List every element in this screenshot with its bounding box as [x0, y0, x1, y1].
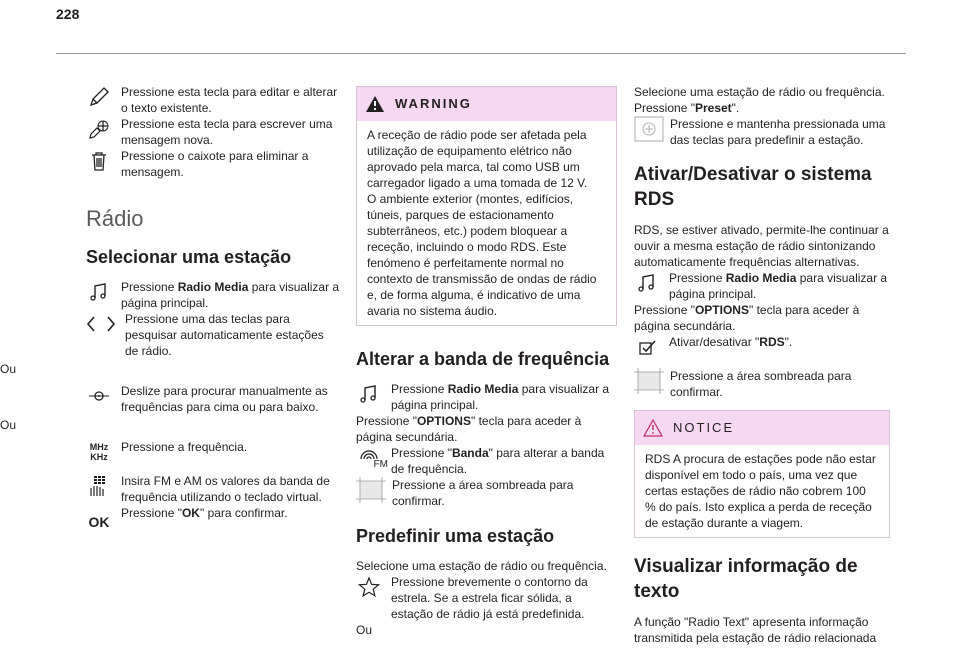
- delete-item: [86, 148, 340, 180]
- edit-text-desc: Pressione esta tecla para editar e alterar o texto existente.: [121, 85, 338, 115]
- seek-item: [86, 311, 340, 359]
- preset-or: Ou: [356, 623, 373, 637]
- ok-icon: OK: [88, 514, 110, 530]
- warning-p1: A receção de rádio pode ser afetada pela utilização de equipamento elétrico não aprovado pela marca, tal como USB um carregador ligado a uma tomada de 12 V.: [367, 128, 588, 190]
- band-select-desc: Pressione "Banda" para alterar a banda de frequência.: [391, 446, 605, 476]
- ok-desc: Pressione "OK" para confirmar.: [121, 506, 288, 520]
- rds-r3: Pressione "OPTIONS" tecla para aceder à página secundária.: [634, 303, 860, 333]
- notice-body: RDS A procura de estações pode não estar disponível em todo o país, uma vez que certas estações de rádio não cobrem 100 % do país. Isto explica a perda de receção de estação durante a viagem.: [645, 452, 876, 530]
- heading-select-station: Selecionar uma estação: [86, 247, 292, 267]
- edit-text-item: [86, 84, 340, 116]
- music-note-icon: [356, 381, 382, 407]
- warning-title-bar: [357, 87, 616, 121]
- keypad-item: [86, 473, 340, 505]
- music-note-icon: [634, 270, 660, 296]
- shaded-area-icon: [356, 477, 386, 503]
- chevrons-left-right-icon: [86, 311, 116, 337]
- music-note-icon: [86, 279, 112, 305]
- new-text-item: [86, 116, 340, 148]
- column-3: [634, 84, 890, 646]
- rds-toggle-item: [634, 334, 890, 360]
- preset-p2: Pressione brevemente o contorno da estrela. Se a estrela ficar sólida, a estação de rádio já está predefinida.: [391, 575, 588, 621]
- rds-r5: Pressione a área sombreada para confirmar.: [670, 369, 852, 399]
- page-number: 228: [56, 6, 80, 22]
- slide-desc: Deslize para procurar manualmente as frequências para cima ou para baixo.: [121, 384, 328, 414]
- delete-desc: Pressione o caixote para eliminar a mensagem.: [121, 149, 309, 179]
- band-confirm-desc: Pressione a área sombreada para confirmar.: [392, 478, 574, 508]
- band-select-item: [356, 445, 617, 477]
- heading-radio: Rádio: [86, 206, 144, 231]
- pencil-plus-icon: [86, 116, 112, 142]
- rds-confirm-item: [634, 368, 890, 400]
- notice-title-bar: [635, 411, 889, 445]
- rds-r2: Pressione Radio Media para visualizar a página principal.: [669, 271, 888, 301]
- frequency-item: [86, 439, 340, 465]
- slider-dial-icon: [86, 383, 112, 409]
- notice-triangle-icon: [643, 418, 663, 438]
- heading-text-info: Visualizar informação de texto: [634, 556, 858, 602]
- warning-triangle-icon: [365, 94, 385, 114]
- keypad-desc: Insira FM e AM os valores da banda de frequência utilizando o teclado virtual.: [121, 474, 330, 504]
- preset-c3: Pressione e mantenha pressionada uma das teclas para predefinir a estação.: [670, 117, 886, 147]
- slide-item: [86, 383, 340, 415]
- notice-box: [634, 410, 890, 538]
- preset-plus-icon: [634, 116, 664, 142]
- seek-desc: Pressione uma das teclas para pesquisar automaticamente estações de rádio.: [125, 312, 324, 358]
- fm-signal-icon: FM: [356, 445, 382, 471]
- header-rule: [56, 53, 906, 54]
- ok-item: [86, 505, 340, 535]
- shaded-area-icon: [634, 368, 664, 394]
- or-text-1: Ou: [0, 362, 17, 376]
- rds-radio-media-item: [634, 270, 890, 302]
- heading-preset: Predefinir uma estação: [356, 526, 555, 546]
- pencil-icon: [86, 84, 112, 110]
- text-info-t1: A função "Radio Text" apresenta informação transmitida pela estação de rádio relacionada: [634, 615, 877, 645]
- band-confirm-item: [356, 477, 617, 509]
- warning-box: [356, 86, 617, 326]
- trash-icon: [86, 148, 112, 174]
- frequency-desc: Pressione a frequência.: [121, 440, 248, 454]
- column-2: [356, 84, 617, 638]
- preset-c1: Selecione uma estação de rádio ou frequência.: [634, 85, 885, 99]
- preset-p1: Selecione uma estação de rádio ou frequência.: [356, 559, 607, 573]
- keypad-hand-icon: [86, 473, 112, 499]
- radio-media-item: [86, 279, 340, 311]
- preset-c2: Pressione "Preset".: [634, 101, 740, 115]
- checkbox-toggle-icon: [634, 334, 660, 360]
- or-text-2: Ou: [0, 418, 17, 432]
- warning-title: WARNING: [395, 96, 472, 111]
- radio-media-desc: Pressione Radio Media para visualizar a página principal.: [121, 280, 340, 310]
- band-radio-media-desc: Pressione Radio Media para visualizar a página principal.: [391, 382, 610, 412]
- star-icon: [356, 574, 382, 600]
- band-radio-media-item: [356, 381, 617, 413]
- preset-hold-item: [634, 116, 890, 148]
- rds-r1: RDS, se estiver ativado, permite-lhe continuar a ouvir a mesma estação de rádio sintonizando automaticamente frequências alternativas.: [634, 223, 889, 269]
- heading-change-band: Alterar a banda de frequência: [356, 349, 610, 369]
- notice-title: NOTICE: [673, 420, 735, 435]
- rds-r4: Ativar/desativar "RDS".: [669, 335, 793, 349]
- column-1: [0, 84, 340, 535]
- heading-rds: Ativar/Desativar o sistema RDS: [634, 164, 872, 210]
- mhz-khz-icon: MHz KHz: [89, 442, 109, 462]
- band-options-desc: Pressione "OPTIONS" tecla para aceder à página secundária.: [356, 414, 582, 444]
- new-text-desc: Pressione esta tecla para escrever uma mensagem nova.: [121, 117, 333, 147]
- preset-star-item: [356, 574, 617, 622]
- warning-p2: O ambiente exterior (montes, edifícios, túneis, parques de estacionamento subterrâneos, etc.) podem bloquear a receção, incluindo o modo RDS. Este fenómeno é perfeitamente normal no contexto de transmissão de ondas de rádio e, de forma alguma, é indicativo de uma avaria no sistema áudio.: [367, 192, 597, 318]
